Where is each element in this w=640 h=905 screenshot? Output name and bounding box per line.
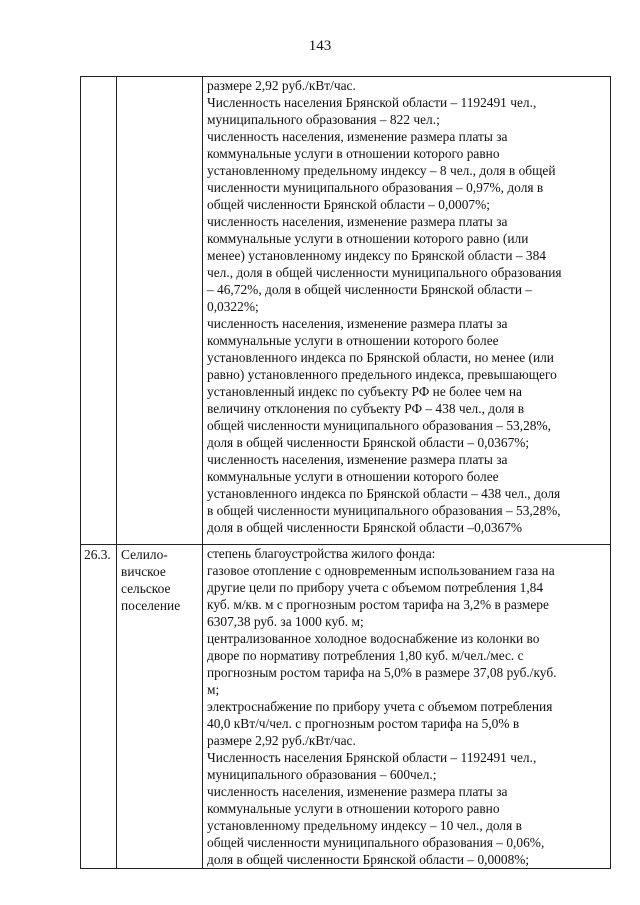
text-line: газовое отопление с одновременным использованием газа на bbox=[207, 563, 555, 578]
text-line: 0,0322%; bbox=[207, 299, 259, 314]
text-line: 40,0 кВт/ч/чел. с прогнозным ростом тарифа на 5,0% в bbox=[207, 716, 520, 731]
text-line: дворе по нормативу потребления 1,80 куб. м/чел./мес. с bbox=[207, 648, 524, 663]
text-line: установленного индекса по Брянской области, но менее (или bbox=[207, 350, 554, 365]
row-number-cell bbox=[81, 77, 117, 545]
text-line: куб. м/кв. м с прогнозным ростом тарифа на 3,2% в размере bbox=[207, 597, 549, 612]
text-line: м; bbox=[207, 682, 220, 697]
municipality-name-line: вичское bbox=[121, 564, 166, 579]
municipality-name-cell bbox=[117, 77, 203, 545]
municipality-name-cell bbox=[117, 545, 203, 869]
text-line: 6307,38 руб. за 1000 куб. м; bbox=[207, 614, 364, 629]
description-cell bbox=[203, 545, 611, 869]
text-line: установленного индекса по Брянской области – 438 чел., доля bbox=[207, 486, 561, 501]
text-line: коммунальные услуги в отношении которого равно (или bbox=[207, 231, 529, 246]
text-line: менее) установленному индексу по Брянской области – 384 bbox=[207, 248, 547, 263]
text-line: доля в общей численности Брянской области –0,0367% bbox=[207, 520, 523, 535]
text-line: муниципального образования – 600чел.; bbox=[207, 767, 437, 782]
text-line: чел., доля в общей численности муниципального образования bbox=[207, 265, 562, 280]
text-line: численность населения, изменение размера платы за bbox=[207, 784, 508, 799]
text-line: установленный индекс по субъекту РФ не более чем на bbox=[207, 384, 522, 399]
description-cell bbox=[203, 77, 611, 545]
text-line: муниципального образования – 822 чел.; bbox=[207, 112, 440, 127]
text-line: численность населения, изменение размера платы за bbox=[207, 129, 508, 144]
row-number-cell bbox=[81, 545, 117, 869]
text-line: степень благоустройства жилого фонда: bbox=[207, 546, 436, 561]
text-line: централизованное холодное водоснабжение из колонки во bbox=[207, 631, 540, 646]
text-line: равно) установленного предельного индекса, превышающего bbox=[207, 367, 557, 382]
text-line: Численность населения Брянской области – 1192491 чел., bbox=[207, 95, 537, 110]
text-line: численности муниципального образования – 0,97%, доля в bbox=[207, 180, 544, 195]
text-line: доля в общей численности Брянской области – 0,0008%; bbox=[207, 852, 530, 867]
text-line: общей численности Брянской области – 0,0007%; bbox=[207, 197, 490, 212]
text-line: коммунальные услуги в отношении которого равно bbox=[207, 146, 500, 161]
text-line: общей численности муниципального образования – 0,06%, bbox=[207, 835, 545, 850]
text-line: электроснабжение по прибору учета с объемом потребления bbox=[207, 699, 553, 714]
text-line: коммунальные услуги в отношении которого равно bbox=[207, 801, 500, 816]
text-line: коммунальные услуги в отношении которого более bbox=[207, 469, 499, 484]
text-line: численность населения, изменение размера платы за bbox=[207, 214, 508, 229]
text-line: в общей численности муниципального образования – 53,28%, bbox=[207, 503, 561, 518]
tariff-table bbox=[80, 76, 611, 869]
text-line: размере 2,92 руб./кВт/час. bbox=[207, 733, 356, 748]
municipality-name-line: сельское bbox=[121, 581, 171, 596]
text-line: величину отклонения по субъекту РФ – 438 чел., доля в bbox=[207, 401, 525, 416]
text-line: установленному предельному индексу – 10 чел., доля в bbox=[207, 818, 522, 833]
table-row bbox=[81, 545, 611, 869]
text-line: численность населения, изменение размера платы за bbox=[207, 316, 508, 331]
row-number: 26.3. bbox=[84, 547, 111, 562]
text-line: доля в общей численности Брянской области – 0,0367%; bbox=[207, 435, 530, 450]
municipality-name-line: Селило- bbox=[121, 547, 168, 562]
text-line: прогнозным ростом тарифа на 5,0% в размере 37,08 руб./куб. bbox=[207, 665, 557, 680]
text-line: размере 2,92 руб./кВт/час. bbox=[207, 78, 356, 93]
municipality-name-line: поселение bbox=[121, 598, 181, 613]
text-line: другие цели по прибору учета с объемом потребления 1,84 bbox=[207, 580, 544, 595]
text-line: Численность населения Брянской области – 1192491 чел., bbox=[207, 750, 537, 765]
table-row bbox=[81, 77, 611, 545]
text-line: общей численности муниципального образования – 53,28%, bbox=[207, 418, 551, 433]
text-line: численность населения, изменение размера платы за bbox=[207, 452, 508, 467]
text-line: – 46,72%, доля в общей численности Брянской области – bbox=[207, 282, 533, 297]
text-line: установленному предельному индексу – 8 чел., доля в общей bbox=[207, 163, 556, 178]
page-number: 143 bbox=[308, 38, 332, 54]
text-line: коммунальные услуги в отношении которого более bbox=[207, 333, 499, 348]
